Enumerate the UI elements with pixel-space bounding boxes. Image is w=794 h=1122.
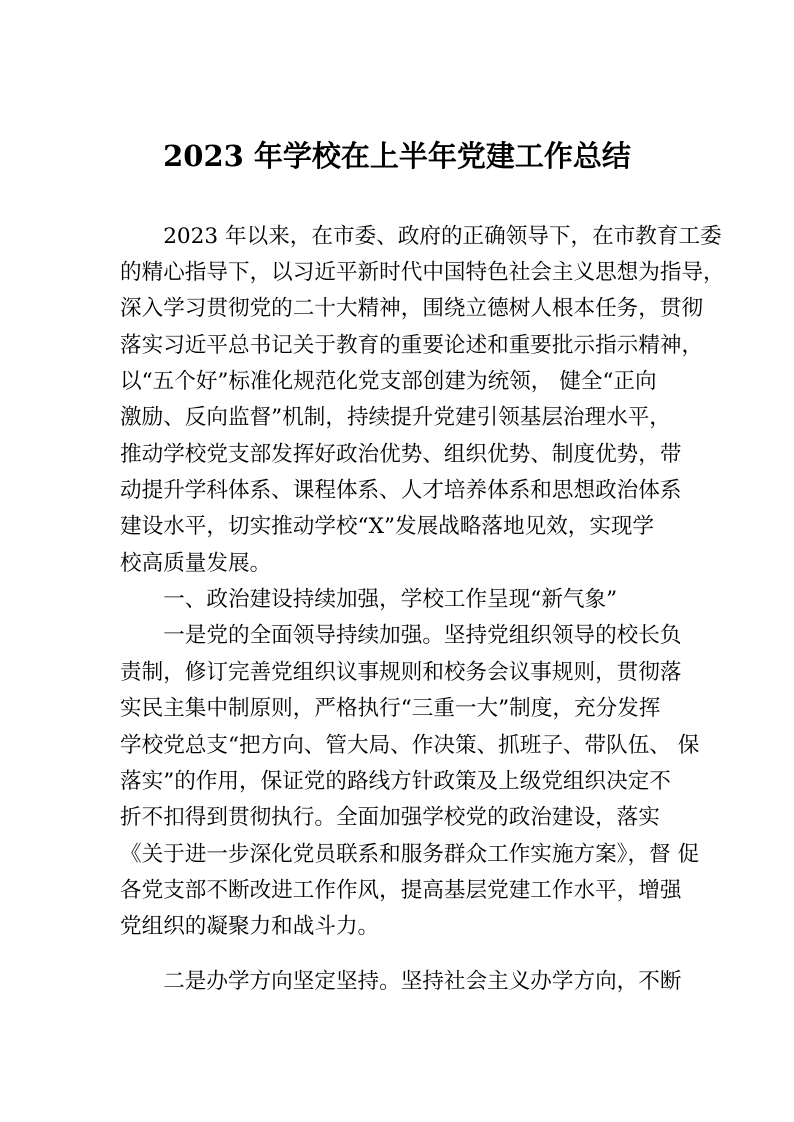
body-text-line: 实民主集中制原则，严格执行“三重一大”制度，充分发挥 (120, 696, 661, 721)
document-title: 2023 年学校在上半年党建工作总结 (163, 139, 631, 173)
body-text-line: 激励、反向监督”机制，持续提升党建引领基层治理水平， (120, 405, 671, 430)
body-text-line: 责制，修订完善党组织议事规则和校务会议事规则，贯彻落 (120, 660, 682, 685)
body-text-line: 落实习近平总书记关于教育的重要论述和重要批示指示精神， (120, 333, 704, 358)
body-text-line: 党组织的凝聚力和战斗力。 (120, 914, 380, 939)
body-text-line: 的精心指导下，以习近平新时代中国特色社会主义思想为指导， (120, 260, 725, 285)
body-text-line: 动提升学科体系、课程体系、人才培养体系和思想政治体系 (120, 478, 682, 503)
body-text-line: 《关于进一步深化党员联系和服务群众工作实施方案》，督 促 (120, 842, 700, 867)
body-text-line: 建设水平，切实推动学校“X”发展战略落地见效，实现学 (120, 514, 655, 539)
body-text-line: 推动学校党支部发挥好政治优势、组织优势、制度优势，带 (120, 442, 682, 467)
body-text-line: 深入学习贯彻党的二十大精神，围绕立德树人根本任务，贯彻 (120, 296, 704, 321)
section-heading: 一、政治建设持续加强，学校工作呈现“新气象” (120, 587, 618, 612)
body-text-line: 校高质量发展。 (120, 551, 272, 576)
body-text-line: 落实”的作用，保证党的路线方针政策及上级党组织决定不 (120, 769, 671, 794)
body-text-line: 二是办学方向坚定坚持。坚持社会主义办学方向，不断 (120, 969, 682, 994)
body-text-line: 折不扣得到贯彻执行。全面加强学校党的政治建设，落实 (120, 805, 660, 830)
body-text-line: 学校党总支“把方向、管大局、作决策、抓班子、带队伍、 保 (120, 733, 700, 758)
body-text-line: 以“五个好”标准化规范化党支部创建为统领， 健全“正向 (120, 369, 657, 394)
body-text-line: 各党支部不断改进工作作风，提高基层党建工作水平，增强 (120, 878, 682, 903)
body-text-line: 2023 年以来，在市委、政府的正确领导下，在市教育工委 (120, 224, 722, 249)
body-text-line: 一是党的全面领导持续加强。坚持党组织领导的校长负 (120, 623, 682, 648)
